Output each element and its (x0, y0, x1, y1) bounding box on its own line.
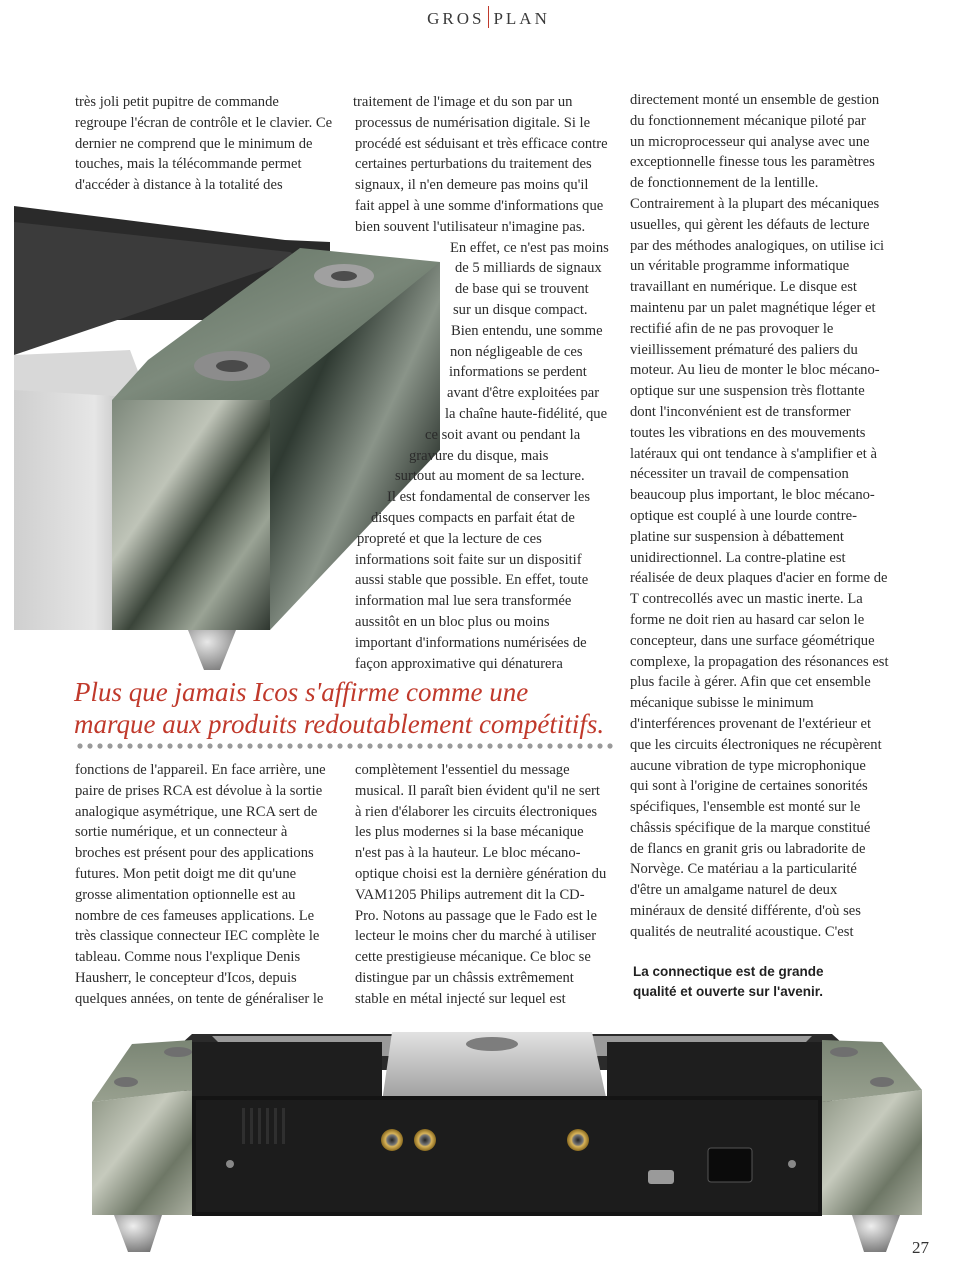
text-line: maintenu par un palet magnétique léger et (630, 299, 876, 316)
text-line: forme ne doit rien au hasard car selon le (630, 611, 865, 628)
divider-dot (257, 743, 262, 748)
text-line: exceptionnelle finesse tous les paramètres (630, 154, 875, 171)
divider-dot (77, 743, 82, 748)
text-line: Bien entendu, une somme (451, 322, 603, 339)
divider-dot (597, 743, 602, 748)
divider-dot (497, 743, 502, 748)
text-line: la chaîne haute-fidélité, que (445, 405, 608, 422)
product-photo-rear-panel (92, 1030, 922, 1260)
text-line: fait appel à une somme d'informations que (355, 197, 604, 214)
text-line: vieillissement prématuré des paliers du (630, 341, 858, 358)
text-line: usuelles, qui gèrent les défauts de lecture (630, 216, 870, 233)
divider-dot (517, 743, 522, 748)
text-line: latéraux qui ont tendance à s'amplifier et à (630, 445, 877, 462)
section-header (0, 6, 977, 29)
text-line: directement monté un ensemble de gestion (630, 92, 880, 108)
divider-dot (277, 743, 282, 748)
text-line: aussi stable que possible. En effet, toute (355, 572, 589, 589)
divider-dot (477, 743, 482, 748)
divider-dot (507, 743, 512, 748)
text-line: de base qui se trouvent (455, 281, 589, 298)
divider-dot (407, 743, 412, 748)
divider-dot (87, 743, 92, 748)
header-left: GROS (427, 9, 485, 28)
text-line: fonctions de l'appareil. En face arrière, une (75, 762, 326, 778)
caption-line: La connectique est de grande (633, 964, 824, 979)
text-line: dont l'inconvénient est de transformer (630, 403, 851, 420)
text-line: de 5 milliards de signaux (455, 260, 602, 277)
text-line: stable en métal injecté sur lequel est (355, 990, 566, 1007)
text-line: important d'informations numérisées de (355, 634, 587, 651)
text-line: optique sur une suspension très flottante (630, 383, 865, 400)
divider-dot (567, 743, 572, 748)
text-line: réalisée de deux plaques d'acier en forme de (630, 570, 888, 587)
text-line: qui sont à l'origine de certaines sonorités (630, 778, 868, 795)
text-line: à rien d'élaborer les circuits électroniques (355, 803, 598, 820)
text-line: T contrecollés avec un mastic inerte. La (630, 591, 863, 608)
text-line: procédé est séduisant et très efficace contre (355, 135, 608, 152)
text-line: Contrairement à la plupart des mécaniques (630, 195, 880, 212)
column-2-bottom (355, 760, 625, 1010)
text-line: surtout au moment de sa lecture. (395, 468, 585, 485)
text-line: regroupe l'écran de contrôle et le clavier. Ce (75, 114, 333, 131)
text-line: mécanique subisse le minimum (630, 695, 814, 712)
text-line: rectifié afin de ne pas provoquer le (630, 320, 834, 337)
text-line: travaillant en numérique. Le disque est (630, 279, 857, 296)
divider-dot (217, 743, 222, 748)
text-line: optique choisi est la dernière génération du (355, 865, 607, 882)
divider-dot (577, 743, 582, 748)
divider-dot (557, 743, 562, 748)
divider-dot (537, 743, 542, 748)
text-line: touches, mais la télécommande permet (75, 156, 302, 173)
divider-dot (237, 743, 242, 748)
text-line: aussitôt en un bloc plus ou moins (355, 613, 550, 630)
text-line: disques compacts en parfait état de (371, 509, 575, 526)
divider-dot (367, 743, 372, 748)
text-line: processus de numérisation digitale. Si le (355, 114, 591, 131)
text-line: platine sur suspension à débattement (630, 528, 844, 545)
divider-dot (587, 743, 592, 748)
text-line: grosse alimentation optionnelle est au (75, 886, 296, 903)
page-number: 27 (912, 1238, 929, 1257)
divider-dot (97, 743, 102, 748)
text-line: cette prestigieuse mécanique. Ce bloc se (355, 949, 591, 966)
pull-quote-line: Plus que jamais Icos s'affirme comme une (74, 677, 529, 707)
text-line: Norvège. Ce matériau a la particularité (630, 861, 857, 878)
text-line: du fonctionnement mécanique piloté par (630, 112, 866, 129)
text-line: que les circuits électroniques ne récupèrent (630, 736, 882, 753)
divider-dot (357, 743, 362, 748)
dotted-divider (76, 742, 616, 750)
text-line: d'interférences provenant de l'extérieur et (630, 715, 872, 732)
pull-quote (74, 676, 634, 740)
text-line: dernier ne comprend que le minimum de (75, 135, 313, 152)
divider-dot (177, 743, 182, 748)
divider-dot (147, 743, 152, 748)
text-line: broches est présent pour des applications (75, 845, 314, 862)
divider-dot (427, 743, 432, 748)
text-line: de flancs en granit gris ou labradorite de (630, 840, 866, 857)
text-line: très classique connecteur IEC complète le (75, 928, 320, 945)
header-right: PLAN (493, 9, 550, 28)
text-line: qualités de neutralité acoustique. C'est (630, 923, 854, 940)
text-line: avant d'être exploitées par (447, 385, 600, 402)
text-line: analogique asymétrique, une RCA sert de (75, 803, 318, 820)
text-line: musical. Il paraît bien évident qu'il ne sert (355, 782, 600, 799)
text-line: traitement de l'image et du son par un (353, 94, 573, 110)
text-line: n'est pas à la hauteur. Le bloc mécano- (355, 845, 581, 862)
divider-dot (467, 743, 472, 748)
text-line: propreté et que la lecture de ces (357, 530, 542, 547)
text-line: futures. Mon petit doigt me dit qu'une (75, 865, 297, 882)
text-line: d'accéder à distance à la totalité des (75, 177, 283, 194)
divider-dot (107, 743, 112, 748)
divider-dot (227, 743, 232, 748)
text-line: minéraux de densité différente, d'où ses (630, 903, 861, 920)
column-1-bottom (75, 760, 343, 1010)
divider-dot (417, 743, 422, 748)
divider-dot (377, 743, 382, 748)
text-line: toutes les vibrations en des mouvements (630, 424, 866, 441)
text-line: signaux, il n'en demeure pas moins qu'il (355, 177, 589, 194)
text-line: nombre de ces fameuses applications. Le (75, 907, 315, 924)
text-line: châssis spécifique de la marque constitué (630, 819, 871, 836)
divider-dot (317, 743, 322, 748)
text-line: Hausherr, le concepteur d'Icos, depuis (75, 969, 297, 986)
divider-dot (207, 743, 212, 748)
text-line: aucune vibration de type microphonique (630, 757, 866, 774)
divider-dot (157, 743, 162, 748)
text-line: non négligeable de ces (450, 343, 583, 360)
divider-dot (127, 743, 132, 748)
column-2-top (345, 92, 620, 674)
divider-dot (117, 743, 122, 748)
text-line: lecteur le moins cher du marché à utiliser (355, 928, 597, 945)
text-line: sortie numérique, et un connecteur à (75, 824, 288, 841)
text-line: informations soit faite sur un dispositif (355, 551, 582, 568)
header-separator (488, 6, 489, 28)
column-1-top (75, 92, 340, 196)
photo-caption (633, 962, 923, 1002)
divider-dot (337, 743, 342, 748)
divider-dot (187, 743, 192, 748)
divider-dot (137, 743, 142, 748)
text-line: moteur. Au lieu de monter le bloc mécano- (630, 362, 880, 379)
text-line: très joli petit pupitre de commande (75, 94, 279, 110)
divider-dot (247, 743, 252, 748)
text-line: unidirectionnel. La contre-platine est (630, 549, 846, 566)
text-line: plus facile à gérer. Afin que cet ensemble (630, 674, 871, 691)
text-line: informations se perdent (449, 364, 587, 381)
text-line: bien souvent l'utilisateur n'imagine pas. (355, 218, 586, 235)
divider-dot (197, 743, 202, 748)
text-line: tableau. Comme nous l'explique Denis (75, 949, 301, 966)
text-line: En effet, ce n'est pas moins (450, 239, 609, 256)
divider-dot (287, 743, 292, 748)
caption-line: qualité et ouverte sur l'avenir. (633, 984, 824, 999)
text-line: concepteur, dans une surface géométrique (630, 632, 875, 649)
text-line: un microprocesseur qui analyse avec une (630, 133, 870, 150)
divider-dot (437, 743, 442, 748)
divider-dot (347, 743, 352, 748)
text-line: par des méthodes analogiques, on utilise ici (630, 237, 885, 254)
pull-quote-line: marque aux produits redoutablement compétitifs. (74, 709, 605, 739)
divider-dot (527, 743, 532, 748)
text-line: paire de prises RCA est dévolue à la sortie (75, 782, 323, 799)
text-line: certaines perturbations du traitement des (355, 156, 592, 173)
text-line: spécifiques, l'ensemble est monté sur le (630, 799, 861, 816)
text-line: façon approximative qui dénaturera (355, 655, 563, 672)
divider-dot (447, 743, 452, 748)
text-line: les plus modernes si la base mécanique (355, 824, 584, 841)
text-line: optique est couplé à une lourde contre- (630, 507, 857, 524)
text-line: information mal lue sera transformée (355, 593, 572, 610)
divider-dot (327, 743, 332, 748)
divider-dot (267, 743, 272, 748)
divider-dot (167, 743, 172, 748)
text-line: Il est fondamental de conserver les (387, 489, 591, 506)
text-line: gravure du disque, mais (409, 447, 549, 464)
text-line: un véritable programme informatique (630, 258, 850, 275)
divider-dot (547, 743, 552, 748)
text-line: de fonctionnement de la lentille. (630, 175, 819, 192)
text-line: ce soit avant ou pendant la (425, 426, 581, 443)
divider-dot (397, 743, 402, 748)
text-line: quelques années, on tente de généraliser le (75, 990, 324, 1007)
divider-dot (387, 743, 392, 748)
divider-dot (607, 743, 612, 748)
text-line: Pro. Notons au passage que le Fado est le (355, 907, 597, 924)
text-line: nécessiter un travail de compensation (630, 466, 849, 483)
divider-dot (307, 743, 312, 748)
text-line: complètement l'essentiel du message (355, 762, 570, 778)
text-line: beaucoup plus important, le bloc mécano- (630, 487, 875, 504)
column-3 (630, 90, 930, 943)
text-line: distingue par un châssis extrêmement (355, 969, 574, 986)
text-line: complexe, la propagation des résonances est (630, 653, 889, 670)
divider-dot (297, 743, 302, 748)
divider-dot (487, 743, 492, 748)
text-line: d'être un amalgame naturel de deux (630, 882, 838, 899)
text-line: sur un disque compact. (453, 301, 588, 318)
text-line: VAM1205 Philips autrement dit la CD- (355, 886, 585, 903)
divider-dot (457, 743, 462, 748)
